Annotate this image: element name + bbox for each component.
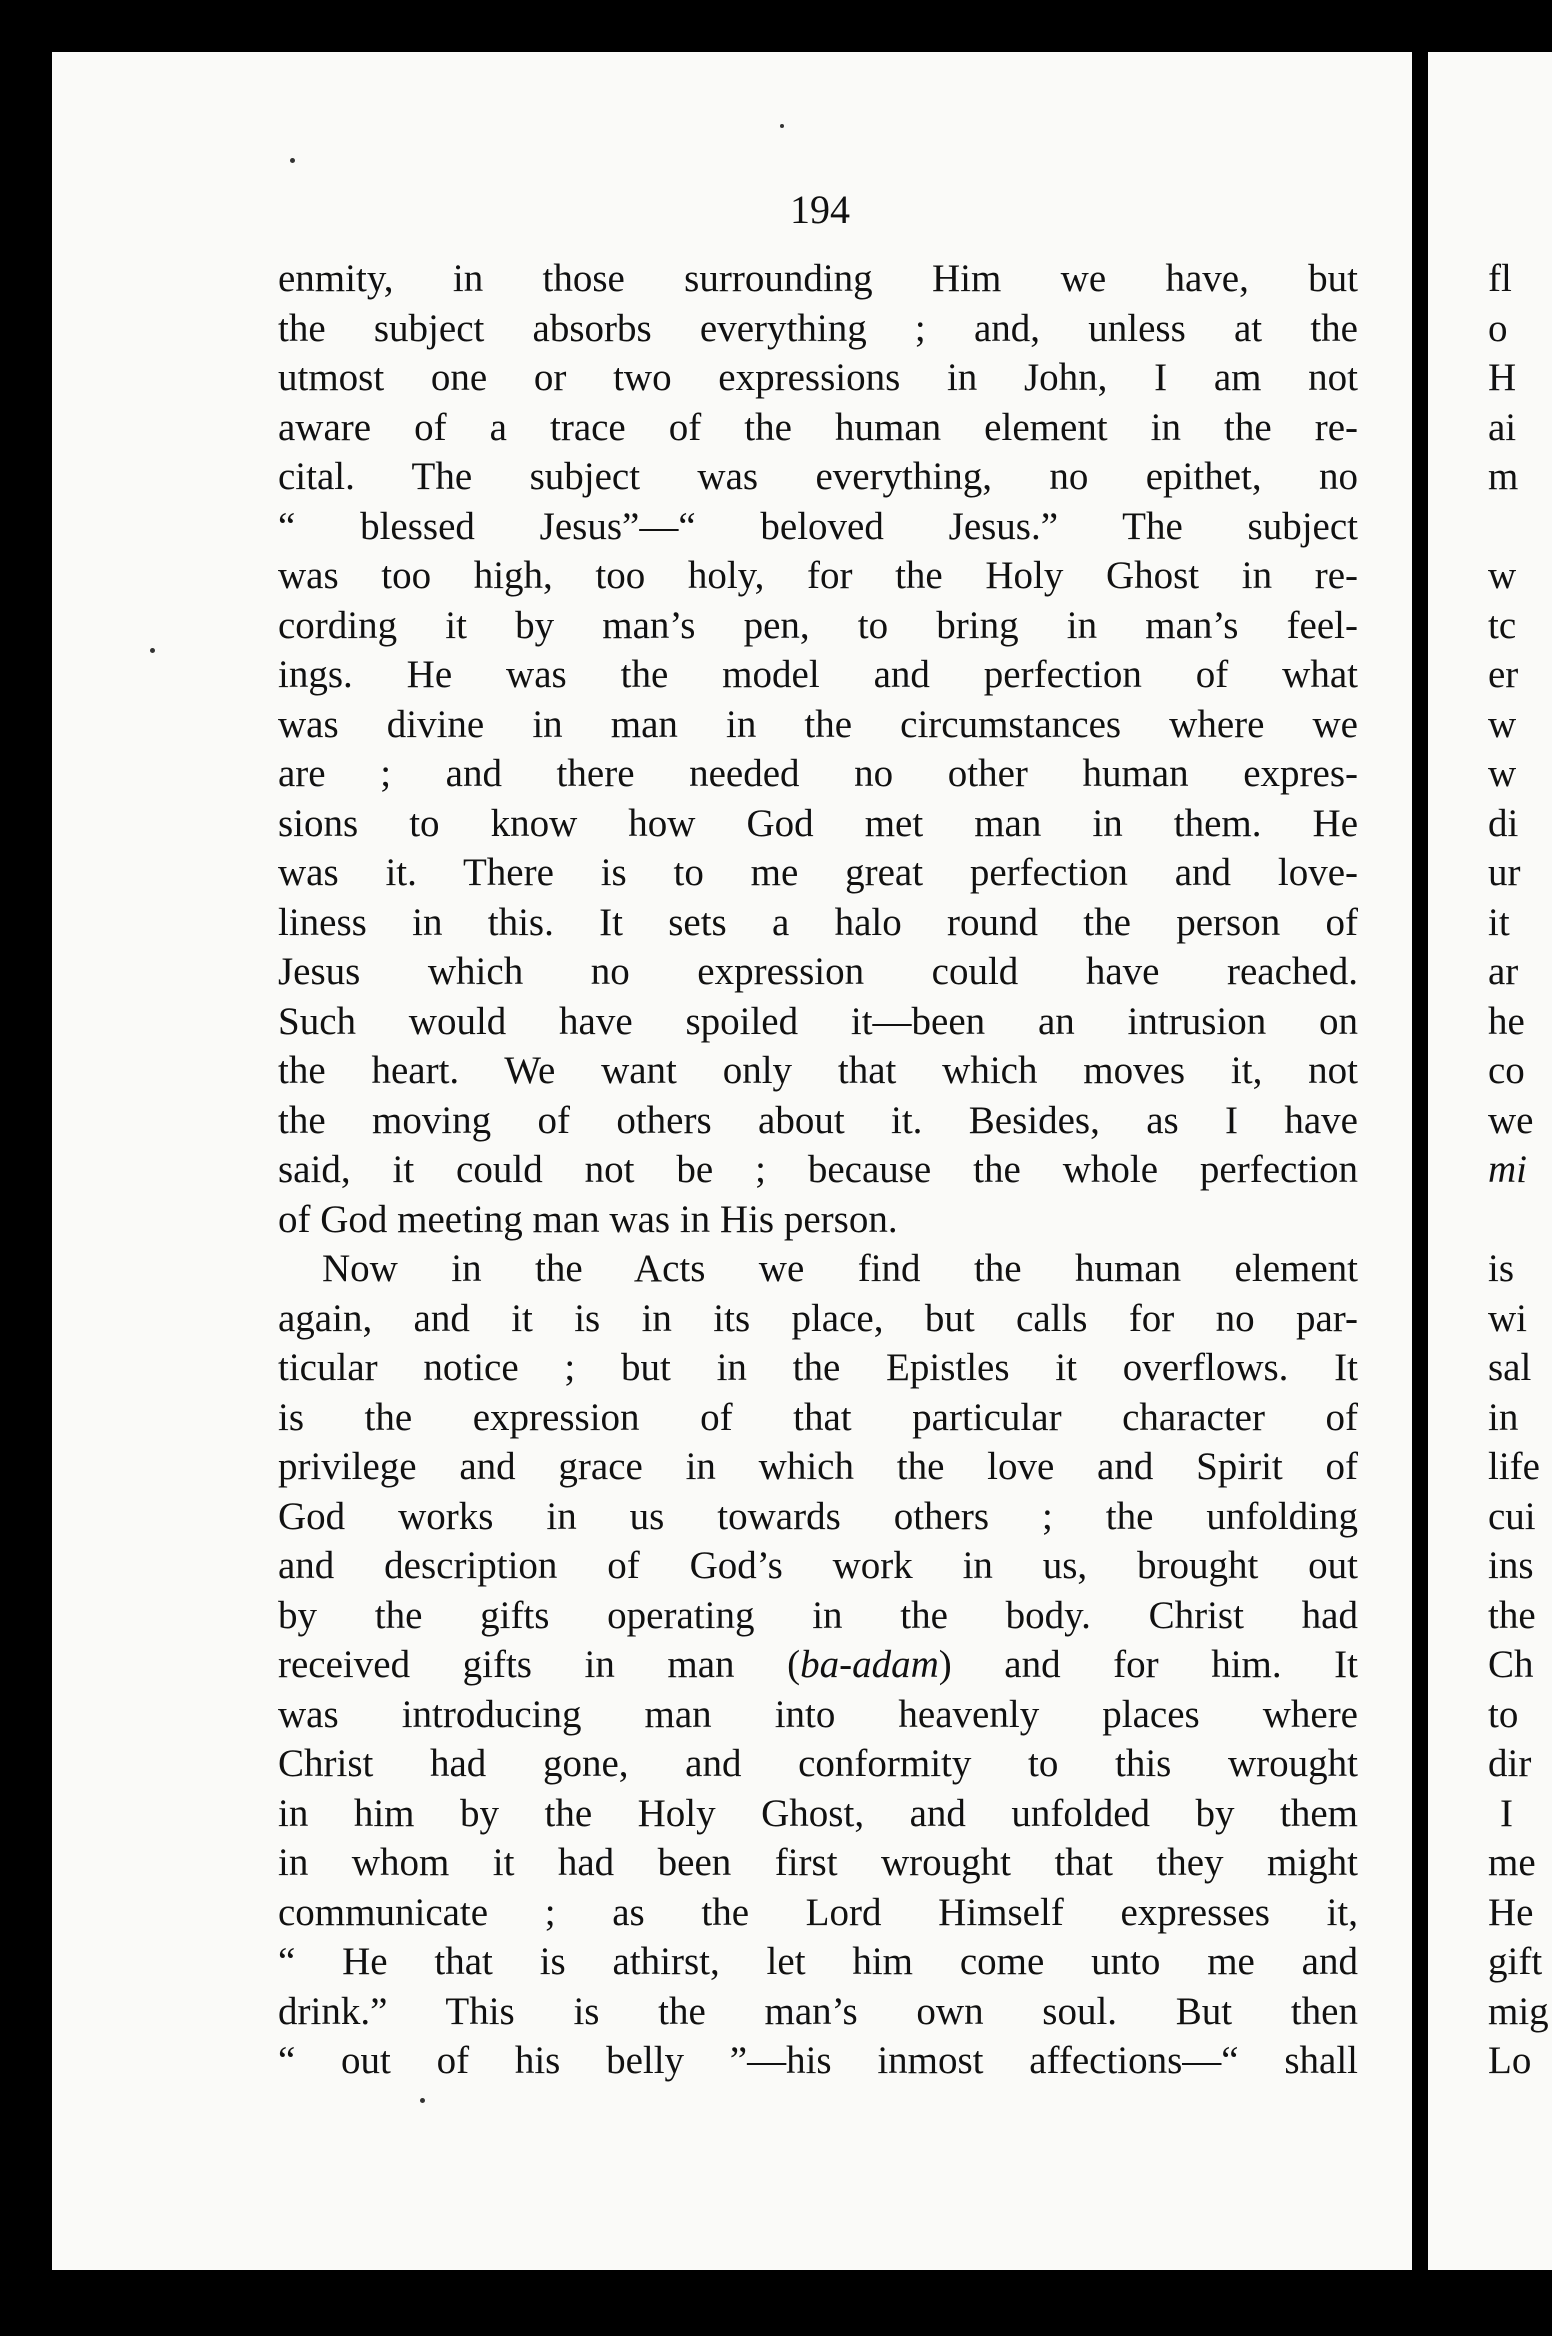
text-line: and description of God’s work in us, brought out [278, 1544, 1358, 1587]
text-line: was introducing man into heavenly places where [278, 1692, 1358, 1736]
page-body [278, 254, 1358, 2086]
fragment-line: fl [1488, 257, 1512, 300]
fragment-line: life [1488, 1445, 1540, 1488]
text-line: sions to know how God met man in them. He [278, 801, 1358, 845]
fragment-line: wi [1488, 1296, 1527, 1340]
scan-speck [420, 2098, 425, 2103]
fragment-line: tc [1488, 603, 1517, 647]
text-line: cording it by man’s pen, to bring in man’s feel- [278, 603, 1358, 647]
page-number: 194 [790, 187, 850, 232]
fragment-line: he [1488, 999, 1525, 1043]
fragment-line: the [1488, 1593, 1536, 1637]
italic-term: ba-adam [800, 1643, 939, 1686]
text-line: cital. The subject was everything, no epithet, no [278, 455, 1358, 498]
text-line: in him by the Holy Ghost, and unfolded by them [278, 1791, 1358, 1835]
fragment-line: cui [1488, 1494, 1536, 1538]
text-line: was divine in man in the circumstances where we [278, 702, 1358, 746]
text-line: communicate ; as the Lord Himself expresses it, [278, 1890, 1358, 1934]
fragment-line: I [1500, 1791, 1513, 1835]
fragment-line: m [1488, 455, 1519, 498]
text-line: Such would have spoiled it—been an intrusion on [278, 999, 1358, 1043]
fragment-line: in [1488, 1395, 1519, 1439]
text-line: “ He that is athirst, let him come unto me and [278, 1940, 1358, 1983]
next-page-fragments [1488, 254, 1552, 2086]
text-line: utmost one or two expressions in John, I am not [278, 356, 1358, 399]
text-line: “ out of his belly ”—his inmost affections—“ shall [278, 2039, 1358, 2082]
text-line: was it. There is to me great perfection and love- [278, 851, 1358, 894]
fragment-line: co [1488, 1049, 1525, 1092]
text-line: Now in the Acts we find the human element [322, 1247, 1358, 1290]
text-line: the heart. We want only that which moves it, not [278, 1049, 1358, 1092]
fragment-line: ins [1488, 1544, 1534, 1587]
fragment-line [1488, 502, 1552, 552]
text-line: the moving of others about it. Besides, as I have [278, 1098, 1358, 1142]
scan-speck [780, 124, 784, 128]
text-line: was too high, too holy, for the Holy Ghost in re- [278, 554, 1358, 597]
fragment-line: w [1488, 702, 1517, 746]
text-line: said, it could not be ; because the whole perfection [278, 1148, 1358, 1191]
fragment-line: H [1488, 356, 1517, 399]
text-line: liness in this. It sets a halo round the person of [278, 900, 1358, 944]
text-line: drink.” This is the man’s own soul. But then [278, 1989, 1358, 2033]
fragment-line: ur [1488, 851, 1521, 894]
fragment-line: He [1488, 1890, 1534, 1934]
text-line: ticular notice ; but in the Epistles it overflows. It [278, 1346, 1358, 1389]
text-line: enmity, in those surrounding Him we have, but [278, 257, 1358, 300]
text-line: privilege and grace in which the love and Spirit of [278, 1445, 1358, 1488]
text-line: Christ had gone, and conformity to this wrought [278, 1742, 1358, 1785]
fragment-line: sal [1488, 1346, 1532, 1389]
text-line: Jesus which no expression could have reached. [278, 950, 1358, 993]
fragment-line: ar [1488, 950, 1519, 993]
fragment-line: mig [1488, 1989, 1549, 2033]
fragment-line: to [1488, 1692, 1519, 1736]
text-line: “ blessed Jesus”—“ beloved Jesus.” The subject [278, 504, 1358, 548]
fragment-line: w [1488, 752, 1517, 795]
fragment-line: er [1488, 653, 1519, 696]
fragment-line [1488, 1195, 1552, 1245]
fragment-line: w [1488, 554, 1517, 597]
text-line: God works in us towards others ; the unfolding [278, 1494, 1358, 1538]
fragment-line: ai [1488, 405, 1517, 449]
fragment-line: me [1488, 1841, 1536, 1884]
fragment-line: gift [1488, 1940, 1543, 1983]
scan-speck [290, 158, 295, 163]
text-line: ings. He was the model and perfection of what [278, 653, 1358, 696]
fragment-line: mi [1488, 1148, 1527, 1191]
fragment-line: di [1488, 801, 1519, 845]
text-line: again, and it is in its place, but calls for no par- [278, 1296, 1358, 1340]
fragment-line: we [1488, 1098, 1534, 1142]
fragment-line: Lo [1488, 2039, 1532, 2082]
fragment-line: Ch [1488, 1643, 1534, 1686]
text-line: by the gifts operating in the body. Christ had [278, 1593, 1358, 1637]
text-line: aware of a trace of the human element in the re- [278, 405, 1358, 449]
fragment-line: o [1488, 306, 1508, 350]
scan-speck [150, 648, 155, 653]
fragment-line: dir [1488, 1742, 1532, 1785]
fragment-line: it [1488, 900, 1510, 944]
text-line: received gifts in man (ba-adam) and for him. It [278, 1643, 1358, 1686]
text-line: in whom it had been first wrought that they might [278, 1841, 1358, 1884]
text-line: the subject absorbs everything ; and, unless at the [278, 306, 1358, 350]
text-line: are ; and there needed no other human expres- [278, 752, 1358, 795]
text-line: is the expression of that particular character of [278, 1395, 1358, 1439]
fragment-line: is [1488, 1247, 1515, 1290]
text-line: of God meeting man was in His person. [278, 1197, 898, 1241]
